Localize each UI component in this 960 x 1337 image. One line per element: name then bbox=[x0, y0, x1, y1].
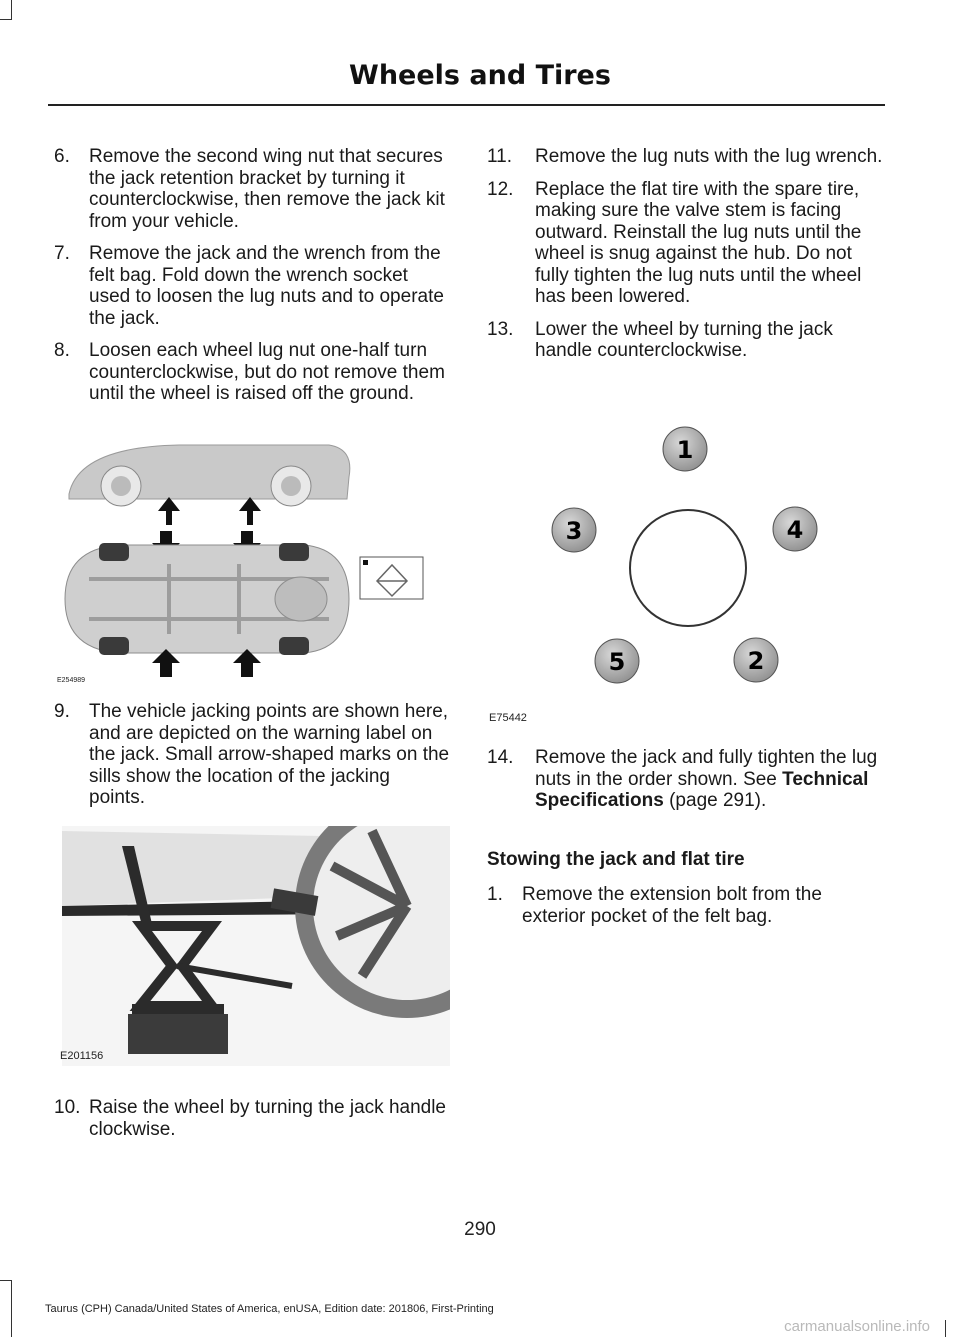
cross-reference-link[interactable]: Technical Specifications bbox=[535, 768, 869, 811]
step-number: 11. bbox=[487, 146, 513, 167]
header-rule bbox=[48, 104, 885, 106]
step-12 bbox=[487, 179, 883, 308]
vehicle-jacking-points-illustration bbox=[59, 439, 439, 689]
crop-mark bbox=[11, 0, 12, 20]
step-11 bbox=[487, 146, 883, 168]
section-heading: Stowing the jack and flat tire bbox=[487, 849, 745, 870]
step-8 bbox=[54, 340, 450, 405]
step-text: Remove the extension bolt from the exterior pocket of the felt bag. bbox=[522, 884, 822, 927]
lug-nut-label: 1 bbox=[676, 436, 694, 464]
page-number: 290 bbox=[464, 1219, 496, 1240]
figure-code: E254989 bbox=[57, 677, 86, 684]
lug-nut-4 bbox=[773, 507, 817, 551]
crop-mark bbox=[0, 1280, 12, 1281]
stow-step-1 bbox=[487, 884, 883, 927]
step-10 bbox=[54, 1097, 450, 1140]
arrow-up-icon bbox=[158, 497, 180, 525]
wheel-hub-circle bbox=[630, 510, 746, 626]
figure-code: E201156 bbox=[60, 1050, 104, 1062]
step-number: 14. bbox=[487, 747, 514, 768]
step-text: Remove the second wing nut that secures the jack retention bracket by turning it counterclockwise, then remove the jack kit from your vehicle. bbox=[89, 146, 445, 232]
step-text: Replace the flat tire with the spare tire, making sure the valve stem is facing outward. Reinstall the lug nuts until the wheel is snug against the hub. Do not fully tighten the lug nuts until the wheel has been lowered. bbox=[535, 178, 862, 307]
step-14 bbox=[487, 747, 883, 812]
step-text: Raise the wheel by turning the jack handle clockwise. bbox=[89, 1097, 447, 1140]
crop-mark bbox=[0, 19, 12, 20]
step-text: The vehicle jacking points are shown here, and are depicted on the warning label on the jack. Small arrow-shaped marks on the sills show the location of the jacking points. bbox=[89, 701, 450, 808]
step-13 bbox=[487, 319, 883, 362]
watermark: carmanualsonline.info bbox=[784, 1318, 930, 1335]
step-text bbox=[535, 747, 883, 812]
lug-nut-order-diagram bbox=[487, 416, 883, 726]
step-text: Remove the jack and the wrench from the felt bag. Fold down the wrench socket used to loosen the lug nuts and to operate the jack. bbox=[89, 243, 444, 329]
page-title: Wheels and Tires bbox=[349, 60, 611, 91]
lug-nut-1 bbox=[663, 427, 707, 471]
step-6 bbox=[54, 146, 450, 232]
lug-nut-5 bbox=[595, 639, 639, 683]
lug-nut-label: 3 bbox=[565, 517, 583, 545]
lug-nut-2 bbox=[734, 638, 778, 682]
crop-mark bbox=[945, 1320, 946, 1337]
step-text-before: Remove the jack and fully tighten the lug nuts in the order shown. See bbox=[535, 747, 878, 790]
lug-nut-label: 5 bbox=[608, 648, 626, 676]
edition-line: Taurus (CPH) Canada/United States of America, enUSA, Edition date: 201806, First-Printing bbox=[45, 1303, 494, 1315]
step-text: Lower the wheel by turning the jack handle counterclockwise. bbox=[535, 318, 833, 361]
lug-order-figure bbox=[487, 416, 883, 726]
step-text: Loosen each wheel lug nut one-half turn counterclockwise, but do not remove them until the wheel is raised off the ground. bbox=[89, 340, 445, 404]
step-9 bbox=[54, 701, 450, 809]
step-text: Remove the lug nuts with the lug wrench. bbox=[535, 146, 883, 167]
figure-code: E75442 bbox=[489, 712, 527, 724]
right-column bbox=[487, 146, 883, 927]
lug-nut-label: 4 bbox=[786, 516, 804, 544]
lug-nut-label: 2 bbox=[747, 647, 765, 675]
lug-nut-3 bbox=[552, 508, 596, 552]
left-column bbox=[54, 146, 450, 1140]
step-number: 9. bbox=[54, 701, 70, 722]
jack-under-sill-illustration bbox=[62, 826, 450, 1066]
step-number: 13. bbox=[487, 318, 514, 340]
step-number: 8. bbox=[54, 340, 70, 361]
step-number: 1. bbox=[487, 884, 503, 905]
step-number: 10. bbox=[54, 1097, 81, 1118]
step-text-after: (page 291). bbox=[663, 790, 767, 811]
step-number: 7. bbox=[54, 243, 70, 264]
arrow-up-icon bbox=[239, 497, 261, 525]
jacking-points-figure bbox=[59, 439, 439, 689]
step-7 bbox=[54, 243, 450, 329]
step-number: 12. bbox=[487, 178, 514, 200]
step-number: 6. bbox=[54, 146, 70, 167]
crop-mark bbox=[11, 1280, 12, 1337]
jack-figure bbox=[62, 826, 450, 1066]
